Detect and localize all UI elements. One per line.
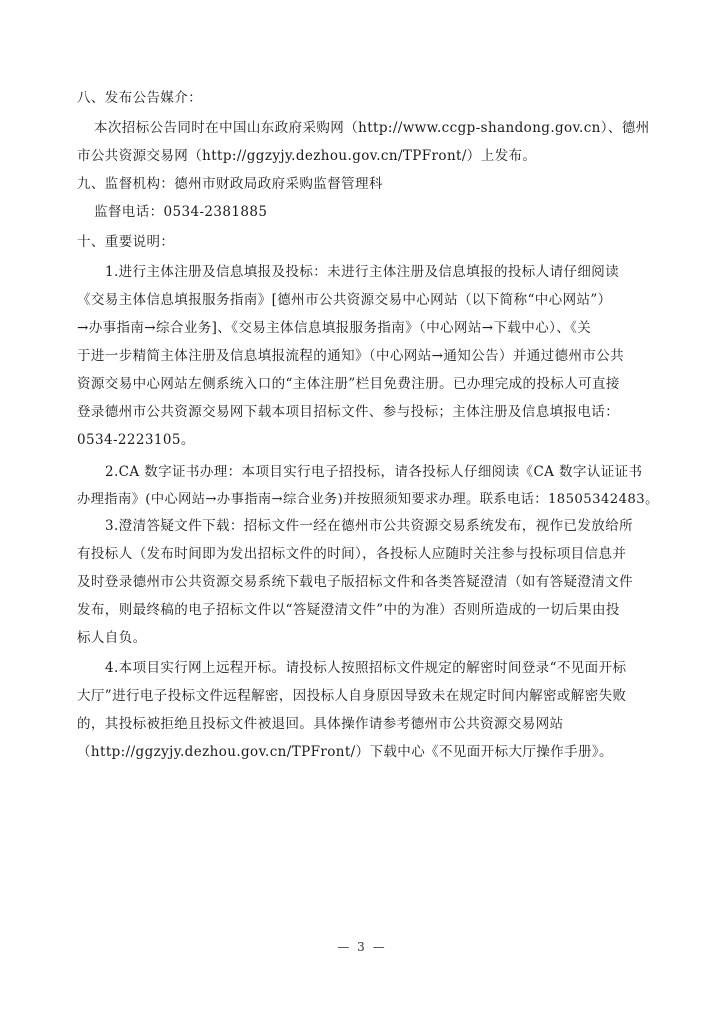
item-1-line-2: 《交易主体信息填报服务指南》[德州市公共资源交易中心网站（以下简称“中心网站”） xyxy=(77,292,612,308)
section-8-paragraph xyxy=(77,114,663,170)
section-10 xyxy=(77,228,663,256)
section-8 xyxy=(77,84,663,112)
item-3 xyxy=(77,512,663,652)
section-8-line-1: 本次招标公告同时在中国山东政府采购网（http://www.ccgp-shandong.gov.cn）、德州 xyxy=(94,120,650,136)
item-1-line-6: 登录德州市公共资源交易网下载本项目招标文件、参与投标；主体注册及信息填报电话： xyxy=(77,404,620,420)
item-2-line-1: 2.CA 数字证书办理：本项目实行电子招投标，请各投标人仔细阅读《CA 数字认证证书 xyxy=(105,464,643,480)
item-3-line-1: 3.澄清答疑文件下载：招标文件一经在德州市公共资源交易系统发布，视作已发放给所 xyxy=(105,518,633,534)
item-1-line-7: 0534-2223105。 xyxy=(77,432,195,448)
section-9-heading: 九、监督机构：德州市财政局政府采购监督管理科 xyxy=(77,176,383,192)
item-4 xyxy=(77,654,663,766)
item-4-line-1: 4.本项目实行网上远程开标。请投标人按照招标文件规定的解密时间登录“不见面开标 xyxy=(105,660,627,676)
item-1-line-4: 于进一步精简主体注册及信息填报流程的通知》（中心网站→通知公告）并通过德州市公共 xyxy=(77,348,625,364)
section-8-heading: 八、发布公告媒介： xyxy=(77,90,203,106)
item-2-line-2: 办理指南》(中心网站→办事指南→综合业务)并按照须知要求办理。联系电话：18505342483。 xyxy=(77,492,659,507)
item-3-line-4: 发布，则最终稿的电子招标文件以“答疑澄清文件”中的为准）否则所造成的一切后果由投 xyxy=(77,602,620,618)
item-3-line-2: 有投标人（发布时间即为发出招标文件的时间），各投标人应随时关注参与投标项目信息并 xyxy=(77,546,627,562)
item-4-line-3: 的，其投标被拒绝且投标文件被退回。具体操作请参考德州市公共资源交易网站 xyxy=(77,716,564,732)
item-3-line-3: 及时登录德州市公共资源交易系统下载电子版招标文件和各类答疑澄清（如有答疑澄清文件 xyxy=(77,574,633,590)
section-10-heading: 十、重要说明： xyxy=(77,234,175,250)
item-3-line-5: 标人自负。 xyxy=(77,630,147,646)
supervision-phone: 监督电话：0534-2381885 xyxy=(94,204,268,220)
item-2 xyxy=(77,458,663,514)
section-8-line-2: 市公共资源交易网（http://ggzyjy.dezhou.gov.cn/TPFront/）上发布。 xyxy=(77,148,537,164)
item-1-line-1: 1.进行主体注册及信息填报及投标：未进行主体注册及信息填报的投标人请仔细阅读 xyxy=(105,264,620,280)
item-4-line-4: （http://ggzyjy.dezhou.gov.cn/TPFront/）下载中心《不见面开标大厅操作手册》。 xyxy=(77,744,613,760)
item-1-line-3: →办事指南→综合业务]、《交易主体信息填报服务指南》（中心网站→下载中心）、《关 xyxy=(77,320,592,336)
section-9 xyxy=(77,170,663,226)
item-1-line-5: 资源交易中心网站左侧系统入口的“主体注册”栏目免费注册。已办理完成的投标人可直接 xyxy=(77,376,620,392)
item-1 xyxy=(77,258,663,454)
item-4-line-2: 大厅”进行电子投标文件远程解密，因投标人自身原因导致未在规定时间内解密或解密失败 xyxy=(77,688,627,704)
page-number: — 3 — xyxy=(337,940,387,954)
